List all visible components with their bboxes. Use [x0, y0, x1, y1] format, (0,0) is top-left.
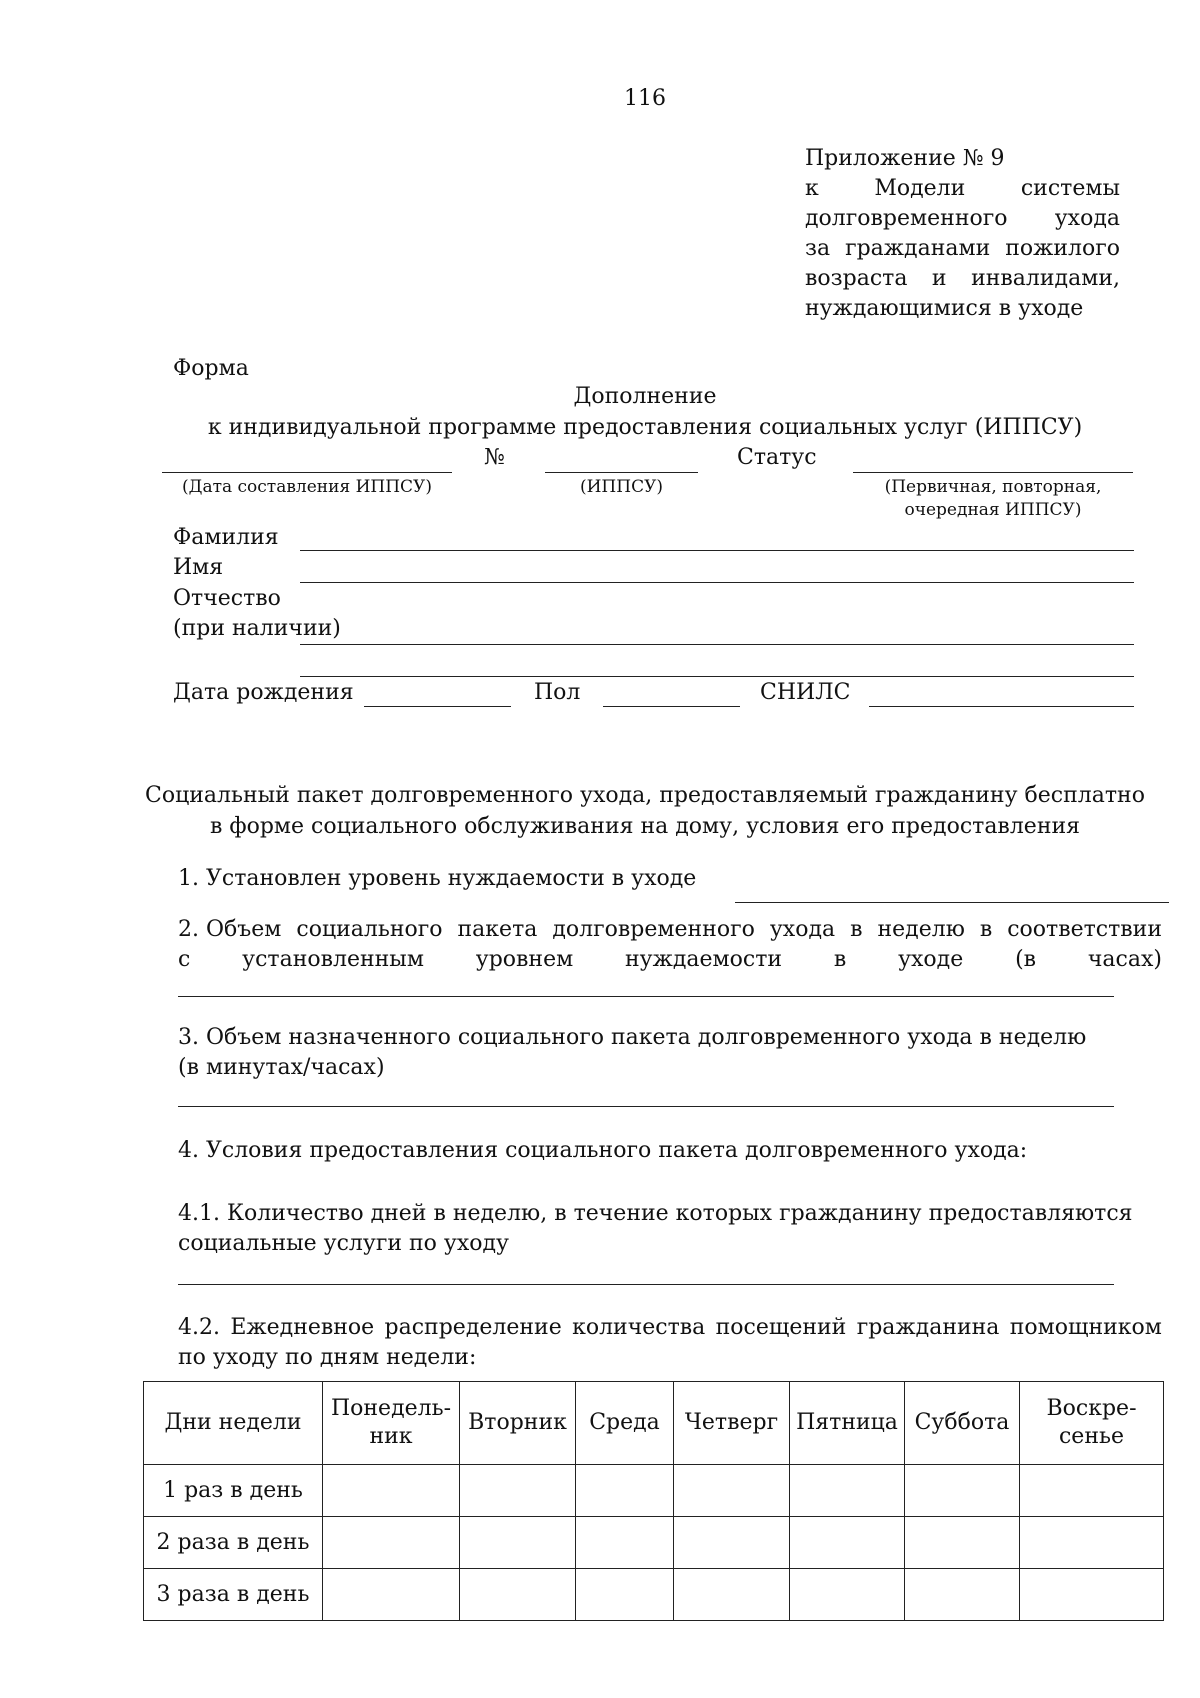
table-cell[interactable]	[576, 1465, 674, 1517]
status-caption-line-1: (Первичная, повторная,	[884, 477, 1102, 497]
title-line-1: Дополнение	[573, 384, 717, 409]
row-label: 2 раза в день	[144, 1517, 323, 1569]
birth-field-line[interactable]	[364, 706, 511, 707]
item-2-line-2	[178, 945, 1162, 975]
table-header-row	[144, 1382, 1164, 1465]
table-cell[interactable]	[905, 1517, 1020, 1569]
item-4-2-word: количества	[572, 1315, 706, 1340]
table-row	[144, 1465, 1164, 1517]
extra-field-line[interactable]	[300, 676, 1134, 677]
item-2-word: соответствии	[1007, 917, 1162, 942]
item-2-line-1	[178, 915, 1162, 945]
table-cell[interactable]	[674, 1465, 790, 1517]
package-volume-field-line[interactable]	[178, 996, 1114, 997]
ippsu-number-field-line[interactable]	[545, 472, 698, 473]
snils-field-line[interactable]	[869, 706, 1134, 707]
table-cell[interactable]	[674, 1569, 790, 1621]
item-4-1-line-2: социальные услуги по уходу	[178, 1231, 509, 1256]
ippsu-caption: (ИППСУ)	[579, 477, 664, 497]
table-row	[144, 1517, 1164, 1569]
item-4-2-word: помощником	[1009, 1315, 1162, 1340]
appendix-word: системы	[1020, 176, 1120, 201]
column-header-friday: Пятница	[790, 1382, 905, 1465]
item-2-word: уровнем	[475, 947, 574, 972]
table-cell[interactable]	[460, 1517, 576, 1569]
item-2-word: часах)	[1087, 947, 1162, 972]
item-4-2-word: 4.2.	[178, 1315, 220, 1340]
item-4-2-line-1	[178, 1313, 1162, 1343]
assigned-volume-field-line[interactable]	[178, 1106, 1114, 1107]
table-cell[interactable]	[790, 1465, 905, 1517]
table-cell[interactable]	[905, 1465, 1020, 1517]
column-header-thursday: Четверг	[674, 1382, 790, 1465]
row-label: 3 раза в день	[144, 1569, 323, 1621]
item-4-2-word: Ежедневное	[230, 1315, 375, 1340]
appendix-word: за	[805, 236, 831, 261]
column-header-tuesday: Вторник	[460, 1382, 576, 1465]
table-corner-header: Дни недели	[144, 1382, 323, 1465]
appendix-block	[805, 144, 1120, 324]
patronymic-label-line-2: (при наличии)	[173, 616, 341, 641]
table-cell[interactable]	[1020, 1465, 1164, 1517]
item-4-1-line-1: 4.1. Количество дней в неделю, в течение которых гражданину предоставляются	[178, 1201, 1133, 1226]
date-field-line[interactable]	[162, 472, 452, 473]
status-label: Статус	[737, 445, 817, 470]
appendix-word: к	[805, 176, 819, 201]
surname-field-line[interactable]	[300, 550, 1134, 551]
appendix-word: инвалидами,	[971, 266, 1120, 291]
patronymic-field-line[interactable]	[300, 644, 1134, 645]
item-1-text: 1. Установлен уровень нуждаемости в уходе	[178, 866, 697, 891]
item-2-word: (в	[1015, 947, 1037, 972]
item-2-word: нуждаемости	[625, 947, 783, 972]
table-cell[interactable]	[790, 1517, 905, 1569]
section-title-line-1: Социальный пакет долговременного ухода, предоставляемый гражданину бесплатно	[145, 783, 1145, 808]
item-2-word: неделю	[877, 917, 965, 942]
surname-label: Фамилия	[173, 525, 279, 550]
item-2-word: 2. Объем	[178, 917, 282, 942]
item-3-line-2: (в минутах/часах)	[178, 1055, 385, 1080]
status-caption-line-2: очередная ИППСУ)	[904, 500, 1082, 520]
appendix-line-6: нуждающимися в уходе	[805, 296, 1084, 321]
name-field-line[interactable]	[300, 582, 1134, 583]
sex-field-line[interactable]	[603, 706, 740, 707]
snils-label: СНИЛС	[760, 680, 851, 705]
item-2-word: в	[850, 917, 863, 942]
item-4-text: 4. Условия предоставления социального пакета долговременного ухода:	[178, 1138, 1028, 1163]
item-2-word: пакета	[457, 917, 538, 942]
item-2-word: социального	[296, 917, 443, 942]
need-level-field-line[interactable]	[735, 902, 1169, 903]
item-2-word: уходе	[898, 947, 964, 972]
item-4-2-word: посещений	[715, 1315, 847, 1340]
number-label: №	[484, 445, 505, 470]
appendix-word: и	[931, 266, 947, 291]
appendix-word: ухода	[1054, 206, 1120, 231]
table-cell[interactable]	[905, 1569, 1020, 1621]
appendix-line-2	[805, 174, 1120, 204]
table-cell[interactable]	[576, 1517, 674, 1569]
appendix-word: возраста	[805, 266, 908, 291]
visit-schedule-table	[143, 1381, 1164, 1621]
table-cell[interactable]	[576, 1569, 674, 1621]
table-cell[interactable]	[674, 1517, 790, 1569]
appendix-line-1: Приложение № 9	[805, 146, 1005, 171]
days-per-week-field-line[interactable]	[178, 1284, 1114, 1285]
status-field-line[interactable]	[853, 472, 1133, 473]
appendix-word: Модели	[874, 176, 966, 201]
item-2-word: ухода	[769, 917, 836, 942]
table-cell[interactable]	[1020, 1569, 1164, 1621]
appendix-word: гражданами	[845, 236, 991, 261]
appendix-word: долговременного	[805, 206, 1008, 231]
item-4-2-word: распределение	[384, 1315, 562, 1340]
item-2-word: долговременного	[552, 917, 755, 942]
sex-label: Пол	[534, 680, 581, 705]
table-row	[144, 1569, 1164, 1621]
table-cell[interactable]	[790, 1569, 905, 1621]
column-header-saturday: Суббота	[905, 1382, 1020, 1465]
item-2-word: в	[833, 947, 847, 972]
page-number: 116	[624, 86, 666, 111]
appendix-line-4	[805, 234, 1120, 264]
item-4-2-line-2: по уходу по дням недели:	[178, 1345, 477, 1370]
item-2-word: в	[979, 917, 993, 942]
column-header-sunday: Воскре- сенье	[1020, 1382, 1164, 1465]
item-4-2-word: гражданина	[856, 1315, 1000, 1340]
table-cell[interactable]	[460, 1569, 576, 1621]
column-header-wednesday: Среда	[576, 1382, 674, 1465]
table-cell[interactable]	[323, 1517, 460, 1569]
appendix-line-5	[805, 264, 1120, 294]
row-label: 1 раз в день	[144, 1465, 323, 1517]
form-label: Форма	[173, 356, 249, 381]
name-label: Имя	[173, 555, 224, 580]
birth-label: Дата рождения	[173, 680, 354, 705]
patronymic-label-line-1: Отчество	[173, 586, 281, 611]
item-3-line-1: 3. Объем назначенного социального пакета долговременного ухода в неделю	[178, 1025, 1087, 1050]
column-header-monday: Понедель- ник	[323, 1382, 460, 1465]
item-2-word: с	[178, 947, 191, 972]
table-cell[interactable]	[323, 1569, 460, 1621]
item-2-word: установленным	[242, 947, 424, 972]
date-caption: (Дата составления ИППСУ)	[182, 477, 432, 497]
table-cell[interactable]	[1020, 1517, 1164, 1569]
table-cell[interactable]	[323, 1465, 460, 1517]
title-line-2: к индивидуальной программе предоставления социальных услуг (ИППСУ)	[207, 415, 1083, 440]
appendix-line-3	[805, 204, 1120, 234]
appendix-word: пожилого	[1005, 236, 1120, 261]
section-title-line-2: в форме социального обслуживания на дому, условия его предоставления	[209, 814, 1081, 839]
table-cell[interactable]	[460, 1465, 576, 1517]
